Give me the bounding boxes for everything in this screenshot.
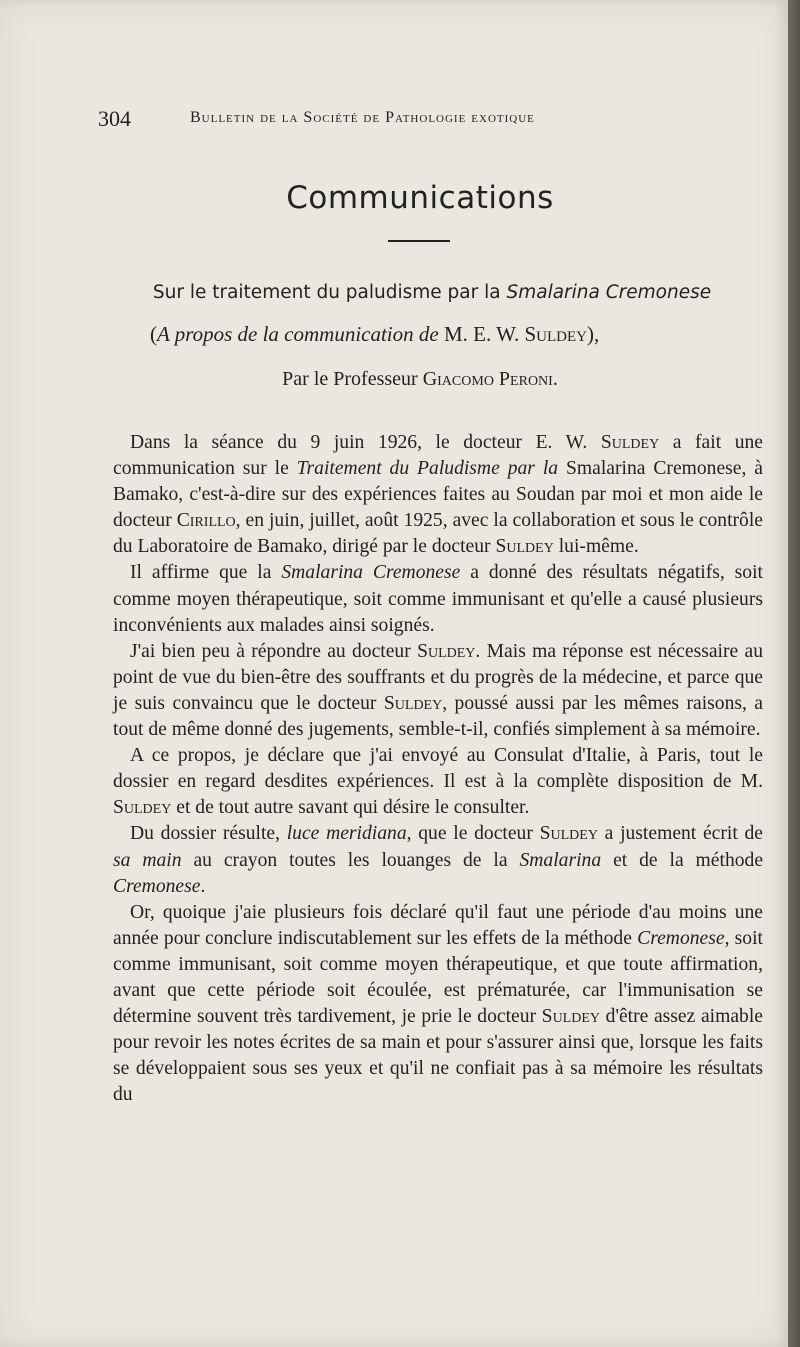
author-ref: Suldey: [417, 640, 476, 662]
paragraph: [113, 560, 763, 638]
text-run: Or, quoique j'aie plusieurs fois déclaré qu'il faut une période d'au moins une année pour conclure indiscutablement sur les effets de la méthode: [113, 901, 763, 949]
text-run: , soit comme immunisant, soit comme moyen thérapeutique, et que toute affirmation, avant que cette période soit écoulée, est prématurée, car l'immunisation se détermine souvent très tardivement, je prie le docteur: [113, 927, 763, 1028]
text-run: d'être assez aimable pour revoir les notes écrites de sa main et pour s'assurer ainsi que, lorsque les faits se développaient sous ses yeux et qu'il ne confiait pas à sa mémoire les résultats du: [113, 1006, 763, 1106]
subtitle-name: M. E. W.: [443, 322, 520, 346]
article-body: [113, 430, 763, 1108]
paragraph: [113, 743, 763, 821]
text-run: , poussé aussi par les mêmes raisons, a tout de même donné des jugements, semble-t-il, confiés simplement à sa mémoire.: [113, 692, 764, 741]
text-run: A ce propos, je déclare que j'ai envoyé au Consulat d'Italie, à Paris, tout le dossier en regard desdites expériences. Il est à la complète disposition de M.: [113, 745, 763, 793]
text-run: Smalarina Cremonese, à Bamako, c'est-à-dire sur des expériences faites au Soudan par moi et mon aide le docteur: [113, 458, 764, 532]
page-header: [98, 106, 658, 134]
author-end: .: [552, 368, 558, 390]
text-run: et de la méthode: [613, 849, 764, 871]
paragraph: [113, 821, 763, 899]
text-run: , que le docteur: [406, 823, 533, 845]
text-run: J'ai bien peu à répondre au docteur: [130, 640, 411, 662]
running-head: Bulletin de la Société de Pathologie exotique: [190, 109, 535, 126]
page-edge: [788, 0, 800, 1347]
text-run: a fait une communication sur le: [113, 432, 763, 480]
italic-run: Traitement du Paludisme par la: [296, 458, 559, 480]
page-number: 304: [98, 106, 131, 131]
italic-run: Cremonese: [113, 875, 201, 897]
text-run: .: [200, 875, 206, 897]
text-run: Il affirme que la: [130, 562, 272, 584]
text-run: Du dossier résulte,: [130, 823, 281, 845]
text-run: au crayon toutes les louanges de la: [193, 849, 508, 871]
text-run: Dans la séance du 9 juin 1926, le docteur E. W.: [130, 432, 588, 453]
section-title: Communications: [286, 180, 554, 216]
italic-run: Smalarina Cremonese: [281, 562, 461, 584]
article-subtitle: [150, 322, 710, 347]
author-ref: Suldey: [383, 692, 443, 714]
author-prefix: Par le Professeur: [282, 368, 418, 390]
subtitle-italic: A propos de la communication de: [157, 322, 439, 346]
italic-run: Cremonese: [637, 927, 725, 949]
subtitle-open: (: [150, 322, 157, 346]
author-ref: Suldey: [539, 823, 598, 845]
text-run: lui-même.: [558, 536, 639, 558]
article-title-text: Sur le traitement du paludisme par la: [152, 282, 501, 303]
author-ref: Suldey: [600, 432, 660, 453]
paragraph: [113, 639, 763, 743]
paragraph: [113, 900, 763, 1109]
author-ref: Suldey: [495, 536, 554, 558]
text-run: . Mais ma réponse est nécessaire au point de vue du bien-être des souffrants et du progrès de la médecine, et parce que je suis convaincu que le docteur: [113, 640, 763, 714]
italic-run: sa main: [113, 849, 182, 871]
text-run: a donné des résultats négatifs, soit comme moyen thérapeutique, soit comme immunisant et qu'elle a causé plusieurs inconvénients aux malades ainsi soignés.: [113, 562, 763, 636]
text-run: et de tout autre savant qui désire le consulter.: [176, 797, 530, 819]
italic-run: luce meridiana: [286, 823, 407, 845]
author-name: Giacomo Peroni: [422, 368, 553, 390]
subtitle-close: ),: [587, 322, 600, 346]
author-line: [100, 368, 740, 391]
italic-run: Smalarina: [519, 849, 602, 871]
subtitle-author: Suldey: [524, 322, 587, 346]
author-ref: Cirillo: [176, 510, 236, 532]
author-ref: Suldey: [541, 1006, 601, 1028]
article-title: [102, 282, 762, 303]
paragraph: [113, 430, 763, 560]
text-run: a justement écrit de: [604, 823, 763, 845]
article-title-italic: Smalarina Cremonese: [506, 282, 712, 303]
text-run: , en juin, juillet, août 1925, avec la collaboration et sous le contrôle du Laboratoire de Bamako, dirigé par le docteur: [113, 510, 763, 558]
author-ref: Suldey: [113, 797, 172, 819]
title-rule: [388, 240, 450, 242]
